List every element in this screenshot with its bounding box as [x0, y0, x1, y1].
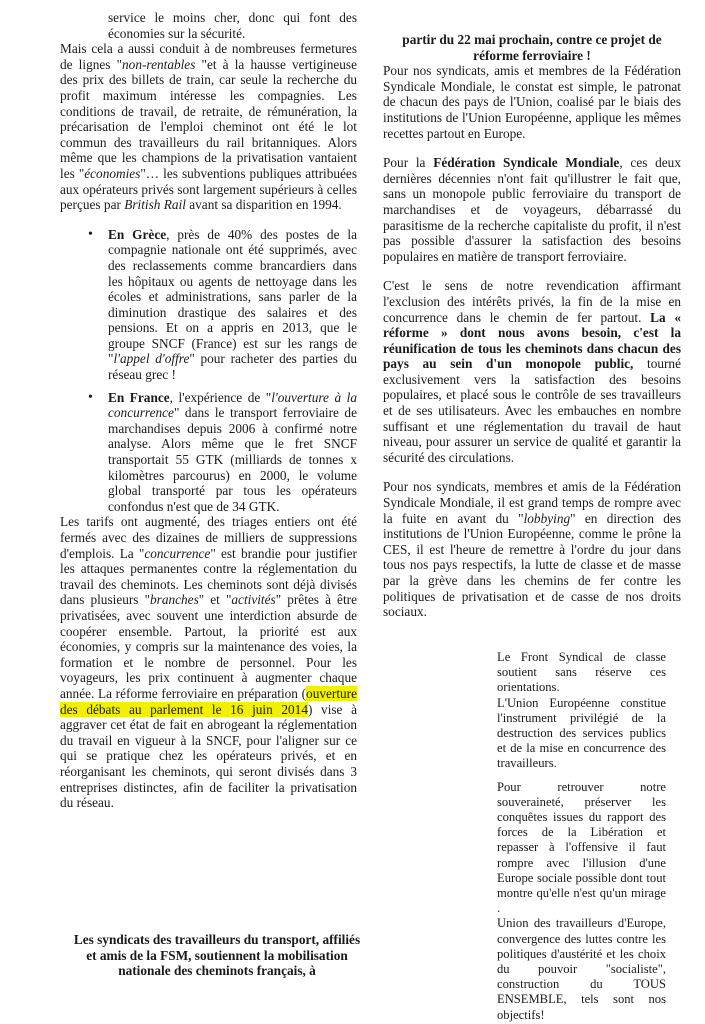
country-list: [60, 227, 357, 515]
highlighted-date: ouverture des débats au parlement le 16 juin 2014: [60, 685, 357, 717]
paragraph-revendication: C'est le sens de notre revendication affirmant l'exclusion des intérêts privés, la fin de la mise en concurrence dans le chemin de fer partout. La « réforme » dont nous avons besoin, c'est la réunification de tous les cheminots dans chacun des pays au sein d'un monopole public, tourné exclusivement vers la satisfaction des besoins populaires, et placé sous le contrôle de ses travailleurs et de ses utilisateurs. Avec les embauches en nombre suffisant et une réglementation du travail de haut niveau, pour assurer un service de qualité et garantir la sécurité des circulations.: [383, 278, 681, 465]
paragraph-uk-intro: service le moins cher, donc qui font des économies sur la sécurité.: [108, 10, 357, 41]
paragraph-constat: Pour nos syndicats, amis et membres de la Fédération Syndicale Mondiale, le constat est simple, le patronat de chacun des pays de l'Union, coalisé par le biais des institutions de l'Union Européenne, applique les mêmes recettes partout en Europe.: [383, 63, 681, 141]
right-column: [383, 32, 681, 620]
list-item-france: • En France, l'expérience de "l'ouverture à la concurrence" dans le transport ferroviaire de marchandises depuis 2006 à confirmé notre analyse. Alors même que le fret SNCF transportait 55 GTK (milliards de tonnes x kilomètres parcourus) en 2000, le volume global transporté par tous les opérateurs confondus n'est que de 34 GTK.: [60, 390, 357, 515]
box-paragraph-ue: L'Union Européenne constitue l'instrument privilégié de la destruction des services publics et de la mise en concurrence des travailleurs.: [497, 695, 666, 771]
paragraph-fsm: Pour la Fédération Syndicale Mondiale, ces deux dernières décennies n'ont fait qu'illustrer le fait que, sans un monopole public ferroviaire du transport de marchandises et de voyageurs, débarrassé du parasitisme de la recherche capitaliste du profit, il n'est pas possible d'assurer la satisfaction des besoins populaires en matière de transport ferroviaire.: [383, 155, 681, 264]
paragraph-uk-closures: Mais cela a aussi conduit à de nombreuses fermetures de lignes "non-rentables "et à la hausse vertigineuse des prix des billets de train, car seule la recherche du profit maximum intéresse les compagnies. Les conditions de travail, de retraite, de rémunération, la précarisation de l'emploi cheminot ont été le lot commun des travailleurs du rail britanniques. Alors même que les champions de la privatisation vantaient les "économies"… les subventions publiques attribuées aux opérateurs privés sont largement supérieurs à celles perçues par British Rail avant sa disparition en 1994.: [60, 41, 358, 213]
front-syndical-box: [497, 650, 666, 1023]
box-paragraph-souverainete: Pour retrouver notre souveraineté, préserver les conquêtes issues du rapport des forces de la Libération et repasser à l'offensive il faut rompre avec l'illusion d'une Europe sociale possible dont tout montre qu'elle n'est qu'un mirage .: [497, 779, 666, 916]
box-paragraph-union: Union des travailleurs d'Europe, convergence des luttes contre les politiques d'austérité et les choix du pouvoir "socialiste", construction du TOUS ENSEMBLE, tels sont nos objectifs!: [497, 916, 666, 1022]
left-column: [60, 10, 357, 811]
bottom-statement: Les syndicats des travailleurs du transport, affiliés et amis de la FSM, soutiennent la mobilisation nationale des cheminots français, à: [73, 932, 361, 979]
paragraph-tarifs: Les tarifs ont augmenté, des triages entiers ont été fermés avec des dizaines de milliers de suppressions d'emplois. La "concurrence" est brandie pour justifier les attaques permanentes contre la réglementation du travail des cheminots. Les cheminots sont déjà divisés dans plusieurs "branches" et "activités" prêtes à être privatisées, avec souvent une interdiction absurde de coopérer ensemble. Partout, la priorité est aux économies, y compris sur la maintenance des voies, la formation et le nombre de personnel. Pour les voyageurs, les prix continuent à augmenter chaque année. La réforme ferroviaire en préparation (ouverture des débats au parlement le 16 juin 2014) vise à aggraver cet état de fait en abrogeant la réglementation du travail en vigueur à la SNCF, pour l'aligner sur ce qui se pratique chez les opérateurs privés, et en réorganisant les cheminots, qui seront divisés dans 3 entreprises distinctes, afin de faciliter la privatisation du réseau.: [60, 514, 357, 811]
box-paragraph-support: Le Front Syndical de classe soutient sans réserve ces orientations.: [497, 650, 666, 695]
right-heading: partir du 22 mai prochain, contre ce projet de réforme ferroviaire !: [402, 32, 662, 63]
paragraph-lobbying: Pour nos syndicats, membres et amis de la Fédération Syndicale Mondiale, il est grand temps de rompre avec la fuite en avant du "lobbying" en direction des institutions de l'Union Européenne, comme le prône la CES, il est l'heure de remettre à l'ordre du jour dans tous nos pays respectifs, la lutte de classe et de masse par la grève dans les chemins de fer contre les politiques de privatisation et de casse de nos droits sociaux.: [383, 479, 682, 620]
list-item-grece: • En Grèce, près de 40% des postes de la compagnie nationale ont été supprimés, avec des reclassements comme brancardiers dans les hôpitaux ou agents de nettoyage dans les écoles et administrations, sans parler de la diminution drastique des salaires et des pensions. Et on a appris en 2013, que le groupe SNCF (France) est sur les rangs de "l'appel d'offre" pour racheter des parties du réseau grec !: [60, 227, 357, 383]
